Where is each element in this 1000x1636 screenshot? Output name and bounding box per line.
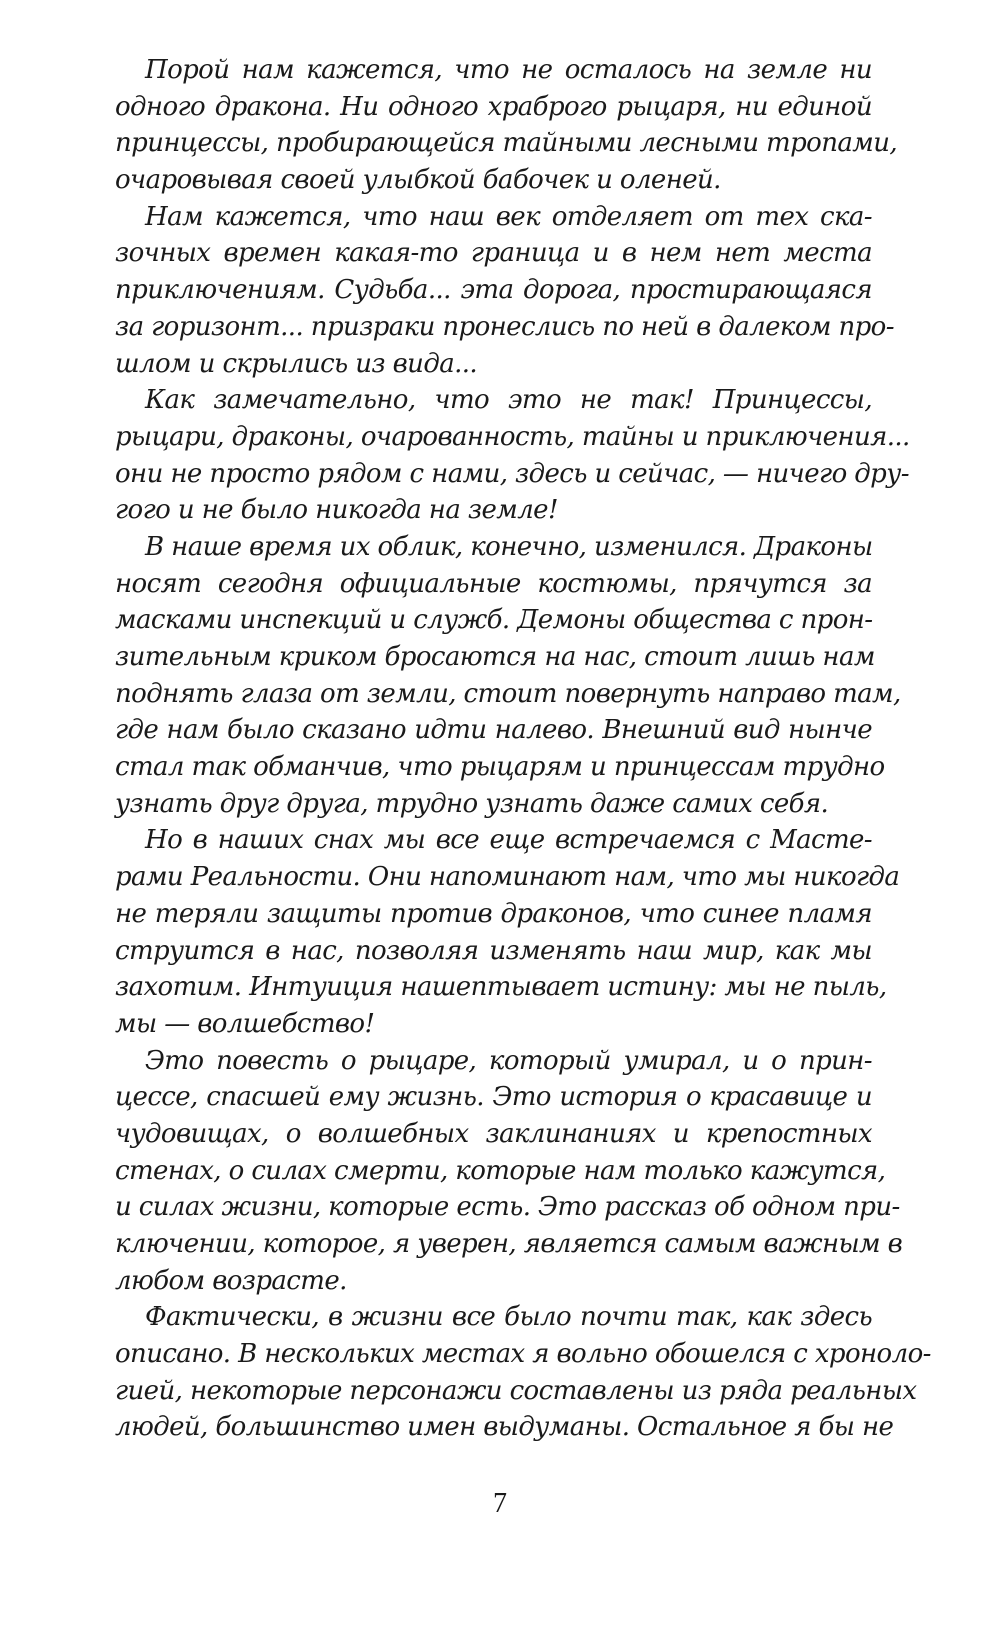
text-line: узнать друг друга, трудно узнать даже самих себя. [115,788,829,819]
body-text [115,52,931,1446]
text-line: чудовищах, о волшебных заклинаниях и крепостных [115,1118,872,1149]
text-line: зочных времен какая-то граница и в нем нет места [115,238,872,269]
paragraph [115,529,901,823]
text-line: ключении, которое, я уверен, является самым важным в [115,1229,903,1259]
text-line: людей, большинство имен выдуманы. Остальное я бы не [115,1412,894,1443]
text-line: принцессы, пробирающейся тайными лесными тропами, [115,128,898,159]
text-line: приключениям. Судьба... эта дорога, простирающаяся [115,275,872,306]
text-line: одного дракона. Ни одного храброго рыцаря, ни единой [115,91,872,122]
text-line: где нам было сказано идти налево. Внешний вид нынче [115,715,872,746]
text-line: гого и не было никогда на земле! [115,495,558,526]
text-line: Как замечательно, что это не так! Принцессы, [145,385,872,416]
text-line: за горизонт... призраки пронеслись по ней в далеком про- [115,311,894,342]
text-line: поднять глаза от земли, стоит повернуть направо там, [115,678,901,709]
text-line: носят сегодня официальные костюмы, прячутся за [115,568,872,599]
text-line: они не просто рядом с нами, здесь и сейчас, — ничего дру- [115,458,909,489]
page-number: 7 [493,1488,507,1519]
text-line: Это повесть о рыцаре, который умирал, и о прин- [145,1045,872,1076]
paragraph [115,822,900,1042]
text-line: очаровывая своей улыбкой бабочек и оленей. [115,165,721,196]
text-line: зительным криком бросаются на нас, стоит лишь нам [115,642,875,672]
text-line: рыцари, драконы, очарованность, тайны и приключения... [115,421,910,452]
paragraph [115,1299,931,1446]
text-line: рами Реальности. Они напоминают нам, что мы никогда [115,862,900,893]
text-line: захотим. Интуиция нашептывает истину: мы не пыль, [115,972,887,1003]
paragraph [115,382,910,529]
paragraph [115,52,898,199]
text-line: Но в наших снах мы все еще встречаемся с Масте- [145,825,872,856]
text-line: и силах жизни, которые есть. Это рассказ об одном при- [115,1192,900,1223]
text-line: стал так обманчив, что рыцарям и принцессам трудно [115,752,885,783]
text-line: стенах, о силах смерти, которые нам только кажутся, [115,1155,886,1186]
text-line: цессе, спасшей ему жизнь. Это история о красавице и [115,1082,872,1113]
text-line: не теряли защиты против драконов, что синее пламя [115,898,872,929]
paragraph [115,199,894,382]
text-line: гией, некоторые персонажи составлены из ряда реальных [115,1375,917,1406]
text-line: струится в нас, позволяя изменять наш мир, как мы [115,935,872,966]
text-line: Порой нам кажется, что не осталось на земле ни [145,55,872,85]
paragraph [115,1043,903,1300]
text-line: описано. В нескольких местах я вольно обошелся с хроноло- [115,1339,931,1370]
text-line: мы — волшебство! [115,1008,375,1039]
text-line: масками инспекций и служб. Демоны общества с прон- [115,605,873,636]
text-line: любом возрасте. [115,1265,347,1296]
text-line: Фактически, в жизни все было почти так, как здесь [145,1302,872,1333]
text-line: шлом и скрылись из вида... [115,348,478,379]
text-line: Нам кажется, что наш век отделяет от тех ска- [145,201,872,232]
text-line: В наше время их облик, конечно, изменился. Драконы [145,531,873,562]
